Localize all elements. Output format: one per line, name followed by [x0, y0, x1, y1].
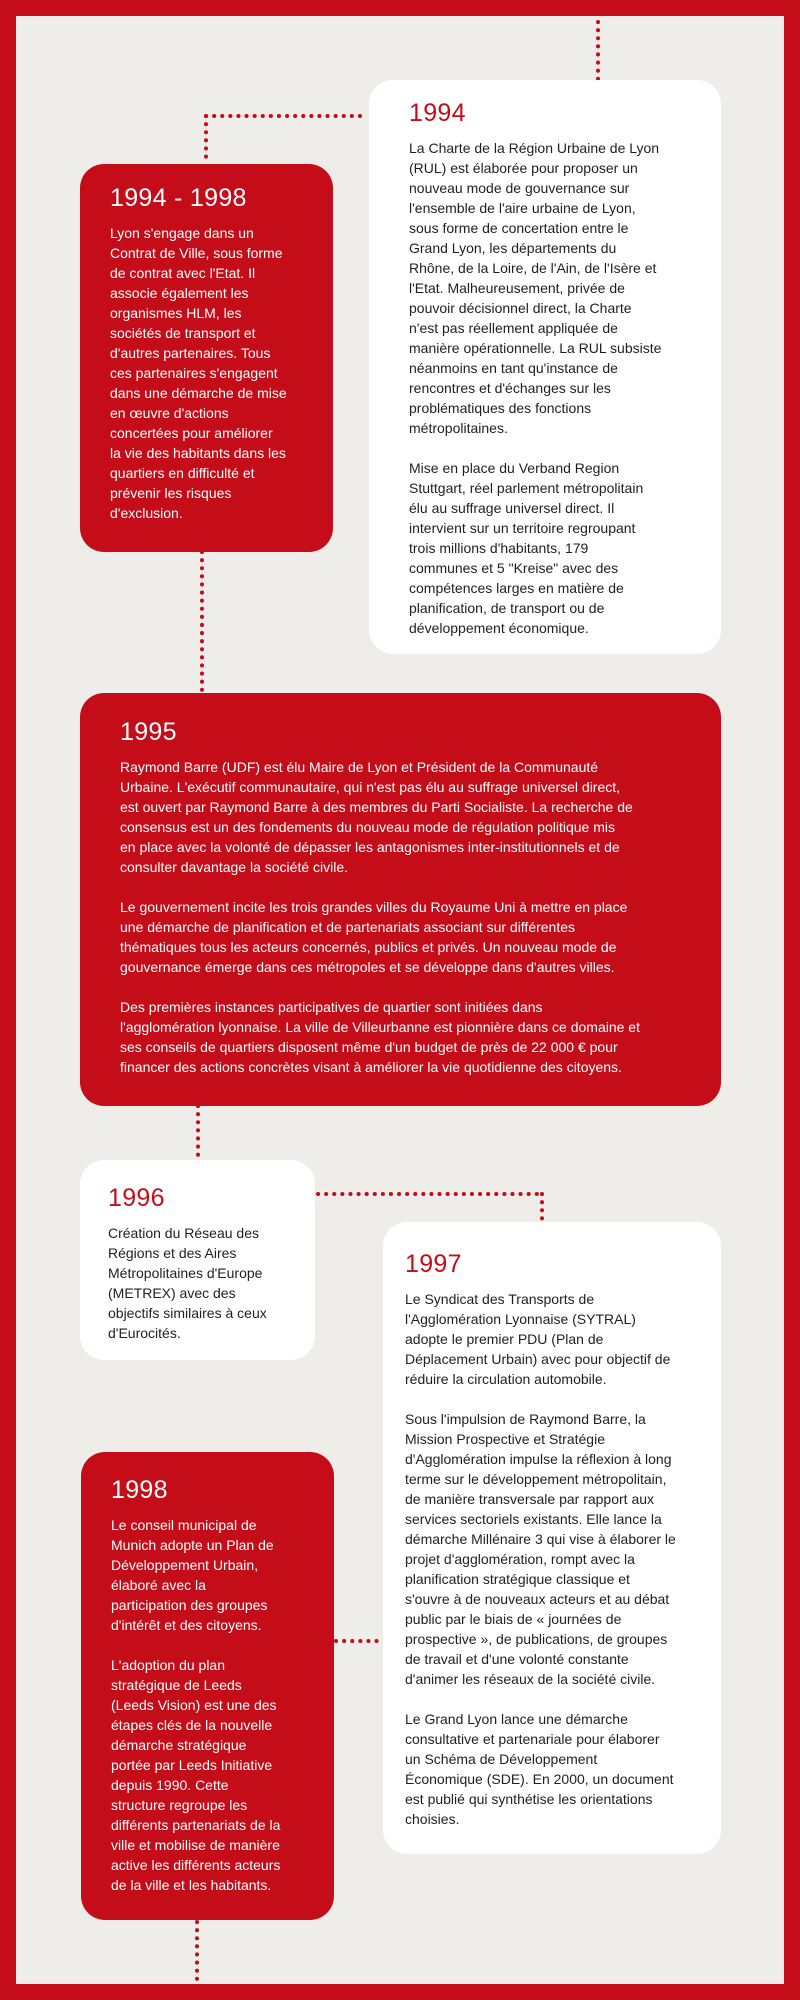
card-paragraph: Création du Réseau des Régions et des Aires Métropolitaines d'Europe (METREX) avec des objectifs similaires à ceux d'Eurocités. — [108, 1225, 267, 1341]
timeline-card-1996 — [80, 1160, 315, 1360]
card-paragraph: Le gouvernement incite les trois grandes villes du Royaume Uni à mettre en place une démarche de planification et de partenariats associant sur différentes thématiques tous les acteurs concernés, publics et privés. Un nouveau mode de gouvernance émerge dans ces métropoles et se développe dans d'autres villes. — [120, 899, 628, 975]
card-year: 1994 - 1998 — [110, 184, 247, 212]
timeline-card-1998 — [81, 1452, 334, 1920]
timeline-card-1994 — [369, 80, 721, 654]
card-year: 1996 — [108, 1184, 165, 1212]
card-paragraph: La Charte de la Région Urbaine de Lyon (RUL) est élaborée pour proposer un nouveau mode de gouvernance sur l'ensemble de l'aire urbaine de Lyon, sous forme de concertation entre le Grand Lyon, les départements du Rhône, de la Loire, de l'Ain, de l'Isère et l'Etat. Malheureusement, privée de pouvoir décisionnel direct, la Charte n'est pas réellement appliquée de manière opérationnelle. La RUL subsiste néanmoins en tant qu'instance de rencontres et d'échanges sur les problématiques des fonctions métropolitaines. — [409, 140, 662, 436]
card-paragraph: Le Syndicat des Transports de l'Agglomération Lyonnaise (SYTRAL) adopte le premier PDU (Plan de Déplacement Urbain) avec pour objectif de réduire la circulation automobile. — [405, 1291, 671, 1387]
timeline-card-1995 — [80, 693, 721, 1106]
card-paragraph: Lyon s'engage dans un Contrat de Ville, sous forme de contrat avec l'Etat. Il associe également les organismes HLM, les sociétés de transport et d'autres partenaires. Tous ces partenaires s'engagent dans une démarche de mise en œuvre d'actions concertées pour améliorer la vie des habitants dans les quartiers en difficulté et prévenir les risques d'exclusion. — [110, 225, 287, 521]
timeline-card-1994-1998 — [80, 164, 333, 552]
card-paragraph: Le conseil municipal de Munich adopte un Plan de Développement Urbain, élaboré avec la participation des groupes d'intérêt et des citoyens. — [111, 1517, 274, 1633]
card-year: 1995 — [120, 718, 177, 746]
card-year: 1994 — [409, 99, 466, 127]
card-paragraph: Sous l'impulsion de Raymond Barre, la Mission Prospective et Stratégie d'Agglomération impulse la réflexion à long terme sur le développement métropolitain, de manière transversale par rapport aux services sectoriels existants. Elle lance la démarche Millénaire 3 qui vise à élaborer le projet d'agglomération, rompt avec la planification stratégique classique et s'ouvre à de nouveaux acteurs et au débat public par le biais de « journées de prospective », de publications, de groupes de travail et d'une volonté constante d'animer les réseaux de la société civile. — [405, 1411, 676, 1687]
card-paragraph: Le Grand Lyon lance une démarche consultative et partenariale pour élaborer un Schéma de Développement Économique (SDE). En 2000, un document est publié qui synthétise les orientations choisies. — [405, 1711, 674, 1827]
timeline-card-1997 — [383, 1222, 721, 1854]
card-paragraph: L'adoption du plan stratégique de Leeds (Leeds Vision) est une des étapes clés de la nouvelle démarche stratégique portée par Leeds Initiative depuis 1990. Cette structure regroupe les différents partenariats de la ville et mobilise de manière active les différents acteurs de la ville et les habitants. — [111, 1657, 281, 1893]
card-year: 1997 — [405, 1250, 462, 1278]
card-paragraph: Mise en place du Verband Region Stuttgart, réel parlement métropolitain élu au suffrage universel direct. Il intervient sur un territoire regroupant trois millions d'habitants, 179 communes et 5 "Kreise" avec des compétences larges en matière de planification, de transport ou de développement économique. — [409, 460, 644, 636]
card-year: 1998 — [111, 1476, 168, 1504]
card-paragraph: Raymond Barre (UDF) est élu Maire de Lyon et Président de la Communauté Urbaine. L'exécutif communautaire, qui n'est pas élu au suffrage universel direct, est ouvert par Raymond Barre à des membres du Parti Socialiste. La recherche de consensus est un des fondements du nouveau mode de régulation politique mis en place avec la volonté de dépasser les antagonismes inter-institutionnels et de consulter davantage la société civile. — [120, 759, 633, 875]
card-paragraph: Des premières instances participatives de quartier sont initiées dans l'agglomération lyonnaise. La ville de Villeurbanne est pionnière dans ce domaine et ses conseils de quartiers disposent même d'un budget de près de 22 000 € pour financer des actions concrètes visant à améliorer la vie quotidienne des citoyens. — [120, 999, 640, 1075]
